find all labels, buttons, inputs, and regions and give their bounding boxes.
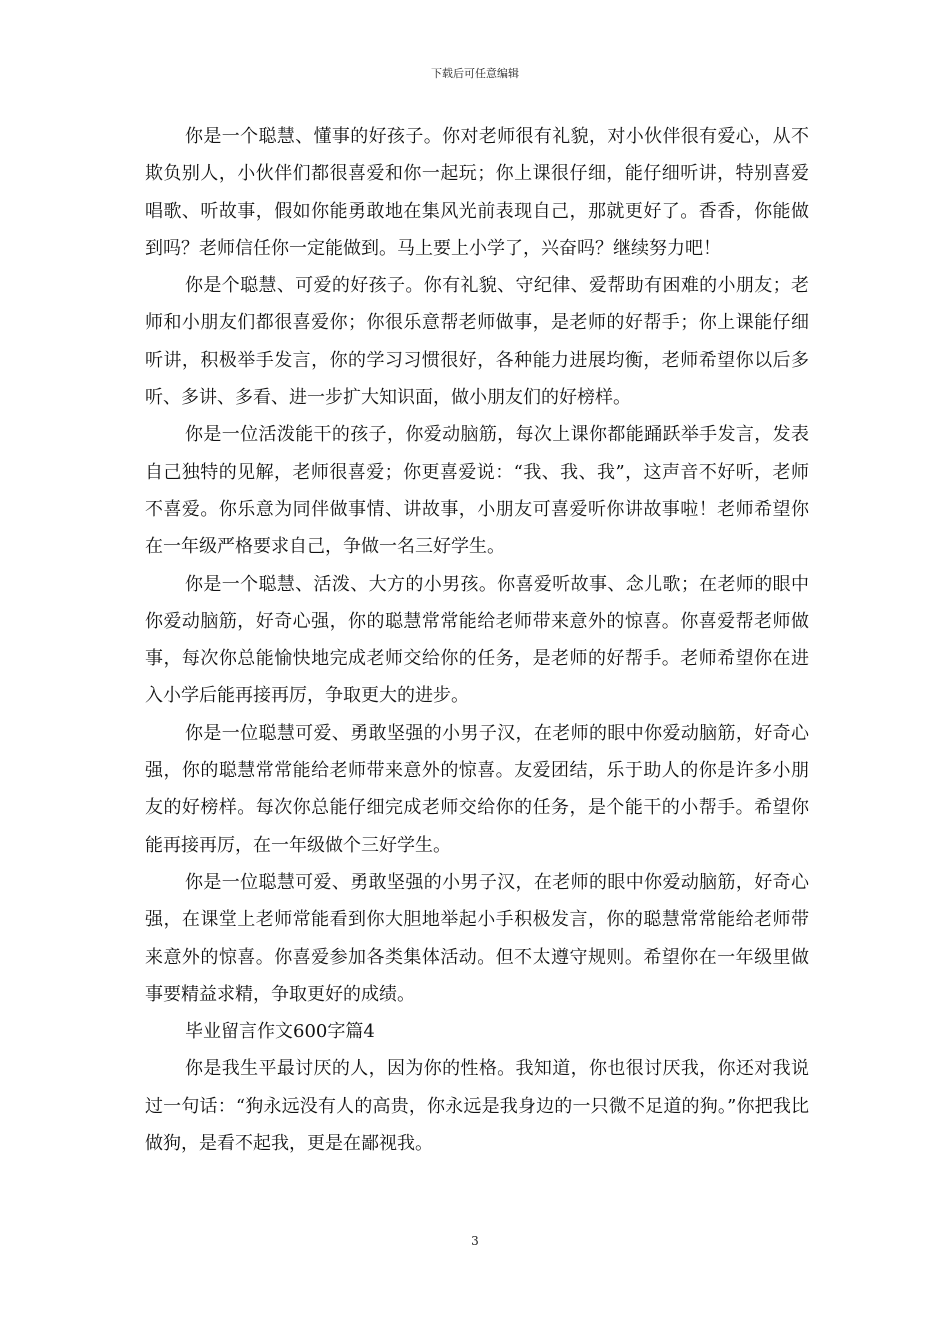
paragraph-4: 你是一个聪慧、活泼、大方的小男孩。你喜爱听故事、念儿歌；在老师的眼中你爱动脑筋，好奇心强，你的聪慧常常能给老师带来意外的惊喜。你喜爱帮老师做事，每次你总能愉快地完成老师交给你的任务，是老师的好帮手。老师希望你在进入小学后能再接再厉，争取更大的进步。	[145, 573, 809, 707]
document-body	[145, 118, 809, 1162]
paragraph-5: 你是一位聪慧可爱、勇敢坚强的小男子汉，在老师的眼中你爱动脑筋，好奇心强，你的聪慧常常能给老师带来意外的惊喜。友爱团结，乐于助人的你是许多小朋友的好榜样。每次你总能仔细完成老师交给你的任务，是个能干的小帮手。希望你能再接再厉，在一年级做个三好学生。	[145, 722, 809, 856]
paragraph-3: 你是一位活泼能干的孩子，你爱动脑筋，每次上课你都能踊跃举手发言，发表自己独特的见解，老师很喜爱；你更喜爱说：“我、我、我”，这声音不好听，老师不喜爱。你乐意为同伴做事情、讲故事，小朋友可喜爱听你讲故事啦！老师希望你在一年级严格要求自己，争做一名三好学生。	[145, 424, 809, 558]
paragraph-1: 你是一个聪慧、懂事的好孩子。你对老师很有礼貌，对小伙伴很有爱心，从不欺负别人，小伙伴们都很喜爱和你一起玩；你上课很仔细，能仔细听讲，特别喜爱唱歌、听故事，假如你能勇敢地在集风光前表现自己，那就更好了。香香，你能做到吗？老师信任你一定能做到。马上要上小学了，兴奋吗？继续努力吧！	[145, 126, 809, 259]
paragraph-2: 你是个聪慧、可爱的好孩子。你有礼貌、守纪律、爱帮助有困难的小朋友；老师和小朋友们都很喜爱你；你很乐意帮老师做事，是老师的好帮手；你上课能仔细听讲，积极举手发言，你的学习习惯很好，各种能力进展均衡，老师希望你以后多听、多讲、多看、进一步扩大知识面，做小朋友们的好榜样。	[145, 275, 809, 409]
paragraph-6: 你是一位聪慧可爱、勇敢坚强的小男子汉，在老师的眼中你爱动脑筋，好奇心强，在课堂上老师常能看到你大胆地举起小手积极发言，你的聪慧常常能给老师带来意外的惊喜。你喜爱参加各类集体活动。但不太遵守规则。希望你在一年级里做事要精益求精，争取更好的成绩。	[145, 871, 809, 1005]
closing-paragraph: 你是我生平最讨厌的人，因为你的性格。我知道，你也很讨厌我，你还对我说过一句话：“狗永远没有人的高贵，你永远是我身边的一只微不足道的狗。”你把我比做狗，是看不起我，更是在鄙视我。	[145, 1058, 809, 1155]
section-title: 毕业留言作文600字篇4	[185, 1021, 375, 1043]
page-header: 下载后可任意编辑	[431, 67, 519, 80]
page-number: 3	[471, 1234, 479, 1248]
